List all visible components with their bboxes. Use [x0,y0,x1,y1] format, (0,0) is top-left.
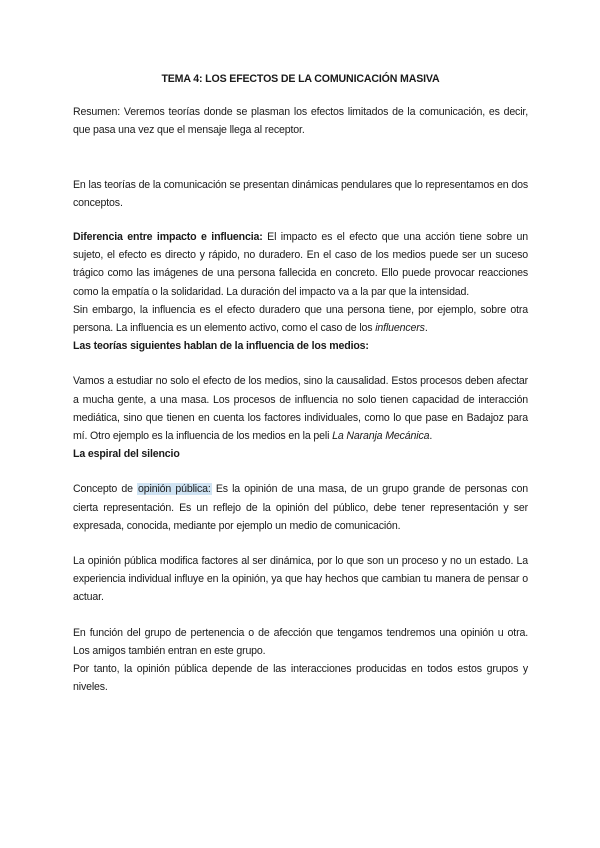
dynamic-paragraph: La opinión pública modifica factores al ser dinámica, por lo que son un proceso y no un estado. La experiencia individual influye en la opinión, ya que hay hechos que cambian tu manera de pensar o actuar. [73,555,528,604]
theories-heading: Las teorías siguientes hablan de la influencia de los medios: [73,340,369,353]
conclusion-paragraph: Por tanto, la opinión pública depende de las interacciones producidas en todos estos grupos y niveles. [73,663,528,694]
theories-end: . [429,430,433,443]
impact-term: Diferencia entre impacto e influencia: [73,231,263,244]
document-title: TEMA 4: LOS EFECTOS DE LA COMUNICACIÓN MASIVA [161,73,440,85]
concept-paragraph [73,480,528,535]
theories-italic: La Naranja Mecánica [332,430,430,443]
impact-paragraph [73,228,528,301]
intro-paragraph: En las teorías de la comunicación se presentan dinámicas pendulares que lo representamos en dos conceptos. [73,178,528,209]
spiral-heading: La espiral del silencio [73,448,180,461]
influence-italic: influencers [375,322,425,335]
summary-paragraph: Resumen: Veremos teorías donde se plasman los efectos limitados de la comunicación, es decir, que pasa una vez que el mensaje llega al receptor. [73,106,528,137]
concept-prefix: Concepto de [73,483,138,496]
concept-text: Es la opinión de una masa, de un grupo grande de personas con cierta representación. Es un reflejo de la opinión del público, debe tener representación y ser expresada, conocida, mediante por ejemplo un medio de comunicación. [73,483,528,532]
influence-end: . [424,322,428,335]
impact-text: El impacto es el efecto que una acción tiene sobre un sujeto, el efecto es directo y rápido, no duradero. En el caso de los medios puede ser un suceso trágico como las imágenes de una persona fallecida en concreto. Ello puede provocar reacciones como la empatía o la solidaridad. La duración del impacto va a la par que la intensidad. [73,231,529,298]
theories-text: Vamos a estudiar no solo el efecto de los medios, sino la causalidad. Estos procesos deben afectar a mucha gente, a una masa. Los procesos de influencia no solo tienen capacidad de interacción mediática, sino que tienen en cuenta los factores individuales, como lo que pase en Badajoz para mí. Otro ejemplo es la influencia de los medios en la peli [73,375,528,443]
concept-highlight: opinión pública: [138,483,211,496]
group-paragraph: En función del grupo de pertenencia o de afección que tengamos tendremos una opinión u otra. Los amigos también entran en este grupo. [73,626,528,657]
influence-paragraph [73,301,528,337]
theories-paragraph [73,372,528,445]
influence-text: Sin embargo, la influencia es el efecto duradero que una persona tiene, por ejemplo, sobre otra persona. La influencia es un elemento activo, como el caso de los [73,303,528,335]
